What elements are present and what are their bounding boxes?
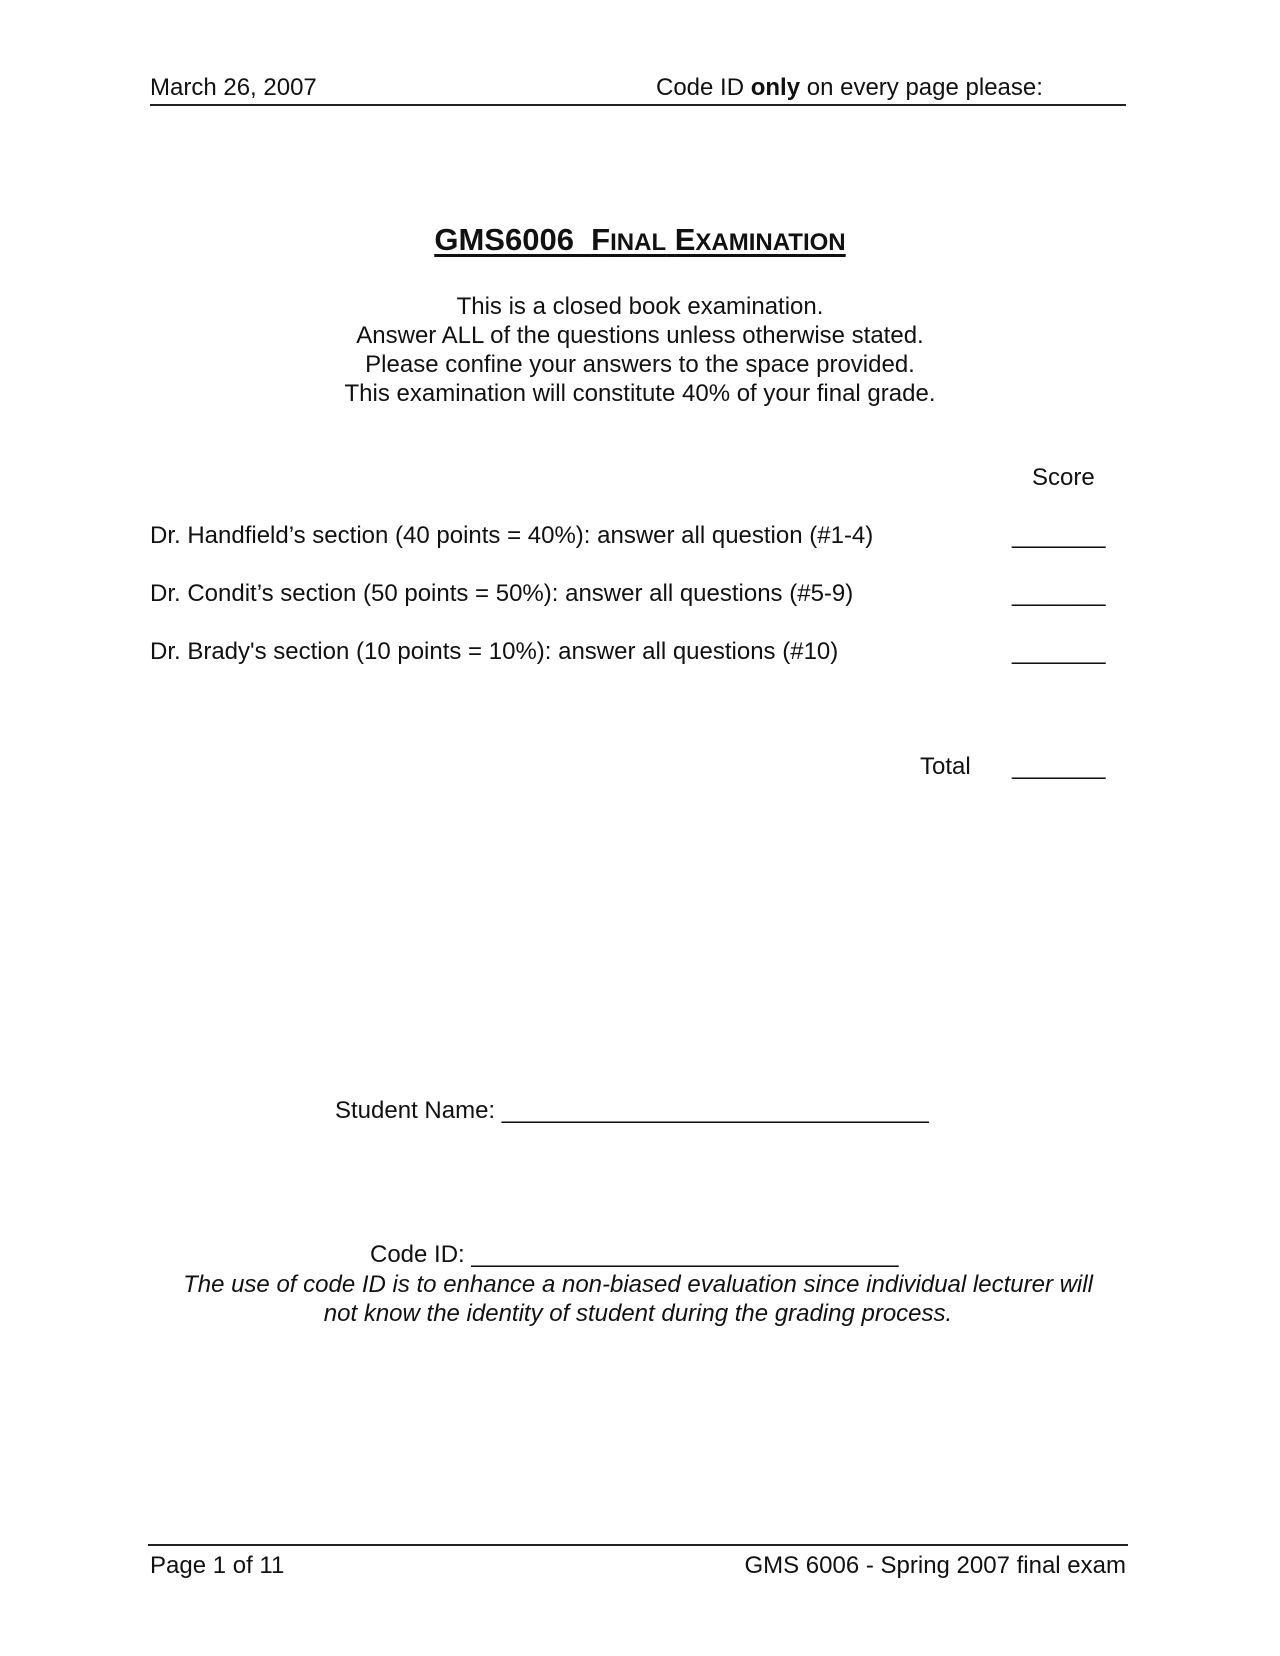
code-note-prefix: Code ID <box>656 74 751 101</box>
page-header <box>150 74 1126 106</box>
student-name-label: Student Name: <box>335 1097 502 1124</box>
code-id-note <box>150 1270 1126 1328</box>
code-id-label: Code ID: <box>370 1241 472 1268</box>
page-footer <box>148 1544 1128 1579</box>
header-date: March 26, 2007 <box>150 74 317 101</box>
title-course: GMS6006 <box>434 222 574 257</box>
score-blank-brady[interactable]: _______ <box>1012 638 1106 665</box>
student-name-row <box>335 1097 929 1125</box>
title-word1-rest: INAL <box>610 229 667 256</box>
instruction-line: Please confine your answers to the space provided. <box>365 351 915 378</box>
instructions <box>0 292 1280 408</box>
instruction-line: This is a closed book examination. <box>456 293 824 320</box>
title-word1-initial: F <box>591 222 611 257</box>
footer-course: GMS 6006 - Spring 2007 final exam <box>744 1552 1126 1579</box>
code-id-blank[interactable]: ________________________________ <box>471 1241 899 1268</box>
score-column-header: Score <box>1032 464 1095 491</box>
instruction-line: This examination will constitute 40% of your final grade. <box>344 380 936 407</box>
section-condit: Dr. Condit’s section (50 points = 50%): answer all questions (#5-9) <box>150 580 854 607</box>
note-line: not know the identity of student during the grading process. <box>323 1300 953 1327</box>
page-title <box>0 222 1280 258</box>
title-word2-initial: E <box>674 222 696 257</box>
total-blank[interactable]: _______ <box>1012 753 1106 780</box>
score-blank-handfield[interactable]: _______ <box>1012 522 1106 549</box>
code-note-bold: only <box>750 74 801 101</box>
instruction-line: Answer ALL of the questions unless otherwise stated. <box>356 322 924 349</box>
code-id-row <box>370 1241 899 1269</box>
header-code-note <box>656 74 1109 102</box>
total-label: Total <box>920 753 971 780</box>
footer-page-number: Page 1 of 11 <box>150 1552 285 1579</box>
section-brady: Dr. Brady's section (10 points = 10%): answer all questions (#10) <box>150 638 839 665</box>
title-word2-rest: XAMINATION <box>695 229 846 256</box>
student-name-blank[interactable]: ________________________________ <box>501 1097 929 1124</box>
section-handfield: Dr. Handfield’s section (40 points = 40%): answer all question (#1-4) <box>150 522 874 549</box>
note-line: The use of code ID is to enhance a non-biased evaluation since individual lecturer will <box>183 1271 1093 1298</box>
score-blank-condit[interactable]: _______ <box>1012 580 1106 607</box>
code-note-suffix: on every page please: <box>800 74 1043 101</box>
